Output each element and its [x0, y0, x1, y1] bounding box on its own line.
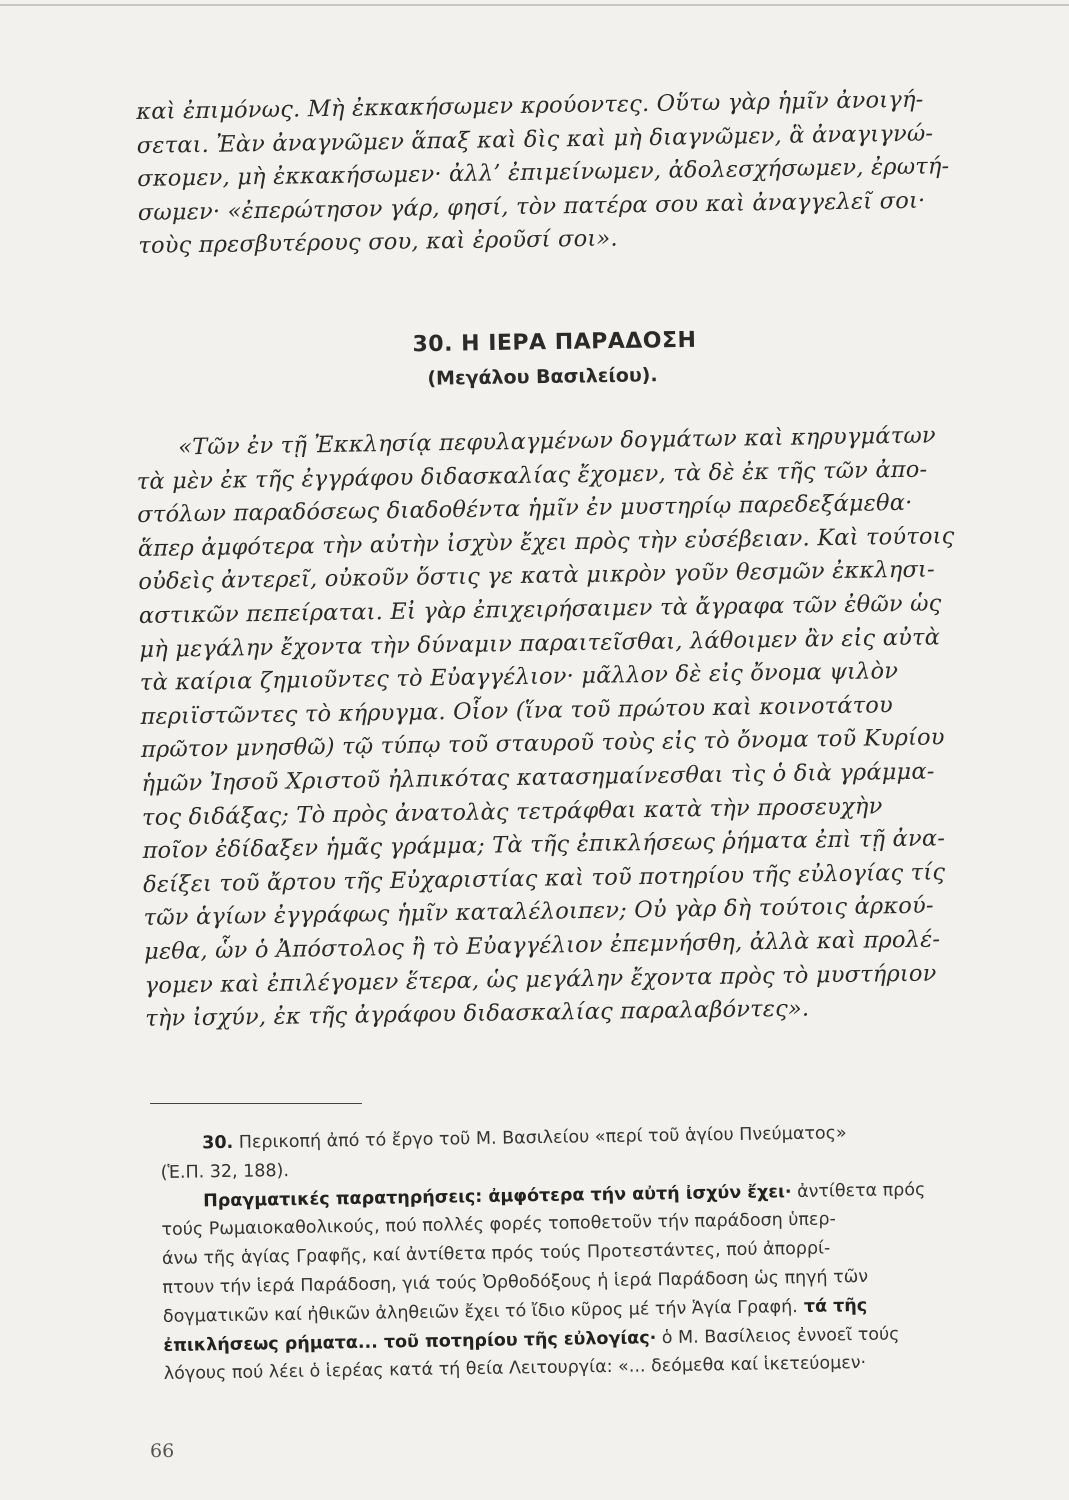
intro-paragraph	[136, 82, 1019, 264]
body-line: οὐδεὶς ἀντερεῖ, οὐκοῦν ὅστις γε κατὰ μικρὸν γοῦν θεσμῶν ἐκκλησι-	[138, 556, 936, 596]
intro-line: σκομεν, μὴ ἐκκακήσωμεν· ἀλλ’ ἐπιμείνωμεν, ἀδολεσχήσωμεν, ἐρωτή-	[137, 153, 950, 193]
body-line: περιϊστῶντες τὸ κήρυγμα. Οἷον (ἵνα τοῦ πρώτου καὶ κοινοτάτου	[140, 691, 894, 730]
body-line: τὰ μὲν ἐκ τῆς ἐγγράφου διδασκαλίας ἔχομεν, τὰ δὲ ἐκ τῆς τῶν ἀπο-	[136, 456, 928, 495]
footnote-separator	[150, 1103, 362, 1104]
body-line: μὴ μεγάλην ἔχοντα τὴν δύναμιν παραιτεῖσθαι, λάθοιμεν ἂν εἰς αὐτὰ	[139, 623, 941, 663]
body-line: στόλων παραδόσεως διαδοθέντα ἡμῖν ἐν μυστηρίῳ παρεδεξάμεθα·	[137, 490, 913, 529]
footnote-text: δογματικῶν καί ἠθικῶν ἀληθειῶν ἔχει τό ἴδιο κῦρος μέ τήν Ἁγία Γραφή.	[162, 1296, 798, 1327]
footnote-bold: ἐπικλήσεως ρήματα... τοῦ ποτηρίου τῆς εὐλογίας·	[163, 1327, 657, 1356]
footnote-line: άνω τῆς ἁγίας Γραφῆς, καί ἀντίθετα πρός τούς Προτεστάντες, πού ἀπορρί-	[161, 1238, 831, 1270]
body-line: ποῖον ἐδίδαξεν ἡμᾶς γράμμα; Τὰ τῆς ἐπικλήσεως ῥήματα ἐπὶ τῇ ἀνα-	[142, 825, 946, 865]
intro-line: καὶ ἐπιμόνως. Μὴ ἐκκακήσωμεν κρούοντες. Οὕτω γὰρ ἡμῖν ἀνοιγή-	[136, 86, 924, 125]
section-title: 30. Η ΙΕΡΑ ΠΑΡΑΔΟΣΗ	[412, 327, 697, 358]
intro-line: σωμεν· «ἐπερώτησον γάρ, φησί, τὸν πατέρα σου καὶ ἀναγγελεῖ σοι·	[137, 187, 926, 226]
footnote-line: τούς Ρωμαιοκαθολικούς, πού πολλές φορές τοποθετοῦν τήν παράδοση ὑπερ-	[161, 1209, 837, 1241]
top-edge-rule	[0, 4, 1069, 6]
footnotes	[160, 1116, 1024, 1389]
page-number: 66	[150, 1440, 175, 1462]
body-line: ἡμῶν Ἰησοῦ Χριστοῦ ἠλπικότας κατασημαίνεσθαι τὶς ὁ διὰ γράμμα-	[141, 758, 935, 797]
footnote-bold: τά τῆς	[797, 1295, 868, 1317]
footnote-text: ἀντίθετα πρός	[791, 1179, 926, 1202]
quotation-paragraph	[136, 418, 1025, 1036]
footnote-text: Περικοπή ἀπό τό ἔργο τοῦ Μ. Βασιλείου «περί τοῦ ἁγίου Πνεύματος»	[238, 1123, 847, 1153]
intro-line: τοὺς πρεσβυτέρους σου, καὶ ἐροῦσί σοι».	[138, 225, 618, 260]
body-line: ἅπερ ἀμφότερα τὴν αὐτὴν ἰσχὺν ἔχει πρὸς τὴν εὐσέβειαν. Καὶ τούτοις	[137, 522, 955, 562]
footnote-number: 30.	[202, 1132, 234, 1154]
body-line: δείξει τοῦ ἄρτου τῆς Εὐχαριστίας καὶ τοῦ ποτηρίου τῆς εὐλογίας τίς	[142, 859, 946, 898]
body-line: γομεν καὶ ἐπιλέγομεν ἕτερα, ὡς μεγάλην ἔχοντα πρὸς τὸ μυστήριον	[144, 959, 937, 999]
footnote-line: (Ἑ.Π. 32, 188).	[160, 1160, 290, 1183]
footnote-line: πτουν τήν ἱερά Παράδοση, γιά τούς Ὀρθοδόξους ἡ ἱερά Παράδοση ὡς πηγή τῶν	[162, 1266, 869, 1298]
body-line: πρῶτον μνησθῶ) τῷ τύπῳ τοῦ σταυροῦ τοὺς εἰς τὸ ὄνομα τοῦ Κυρίου	[140, 724, 945, 764]
footnote-text: ὁ Μ. Βασίλειος ἐννοεῖ τούς	[656, 1323, 900, 1348]
body-line: αστικῶν πεπείραται. Εἰ γὰρ ἐπιχειρήσαιμεν τὰ ἄγραφα τῶν ἐθῶν ὡς	[138, 590, 942, 629]
body-line: τὰ καίρια ζημιοῦντες τὸ Εὐαγγέλιον· μᾶλλον δὲ εἰς ὄνομα ψιλὸν	[139, 658, 899, 697]
body-line: τος διδάξας; Τὸ πρὸς ἀνατολὰς τετράφθαι κατὰ τὴν προσευχὴν	[141, 792, 883, 831]
footnote-line: λόγους πού λέει ὁ ἱερέας κατά τή θεία Λειτουργία: «... δεόμεθα καί ἱκετεύομεν·	[163, 1353, 867, 1385]
remark-label: Πραγματικές παρατηρήσεις: ἀμφότερα τήν αὐτή ἰσχύν ἔχει·	[202, 1181, 792, 1211]
section-subtitle: (Μεγάλου Βασιλείου).	[427, 364, 658, 390]
body-line: «Τῶν ἐν τῇ Ἐκκλησίᾳ πεφυλαγμένων δογμάτων καὶ κηρυγμάτων	[178, 422, 936, 461]
intro-line: σεται. Ἐὰν ἀναγνῶμεν ἅπαξ καὶ δὶς καὶ μὴ διαγνῶμεν, ἃ ἀναγιγνώ-	[136, 120, 934, 159]
body-line: μεθα, ὧν ὁ Ἀπόστολος ἢ τὸ Εὐαγγέλιον ἐπεμνήσθη, ἀλλὰ καὶ προλέ-	[143, 926, 941, 965]
body-line: τῶν ἁγίων ἐγγράφως ἡμῖν καταλέλοιπεν; Οὐ γὰρ δὴ τούτοις ἀρκού-	[143, 892, 934, 932]
body-line: τὴν ἰσχύν, ἐκ τῆς ἀγράφου διδασκαλίας παραλαβόντες».	[145, 995, 810, 1033]
